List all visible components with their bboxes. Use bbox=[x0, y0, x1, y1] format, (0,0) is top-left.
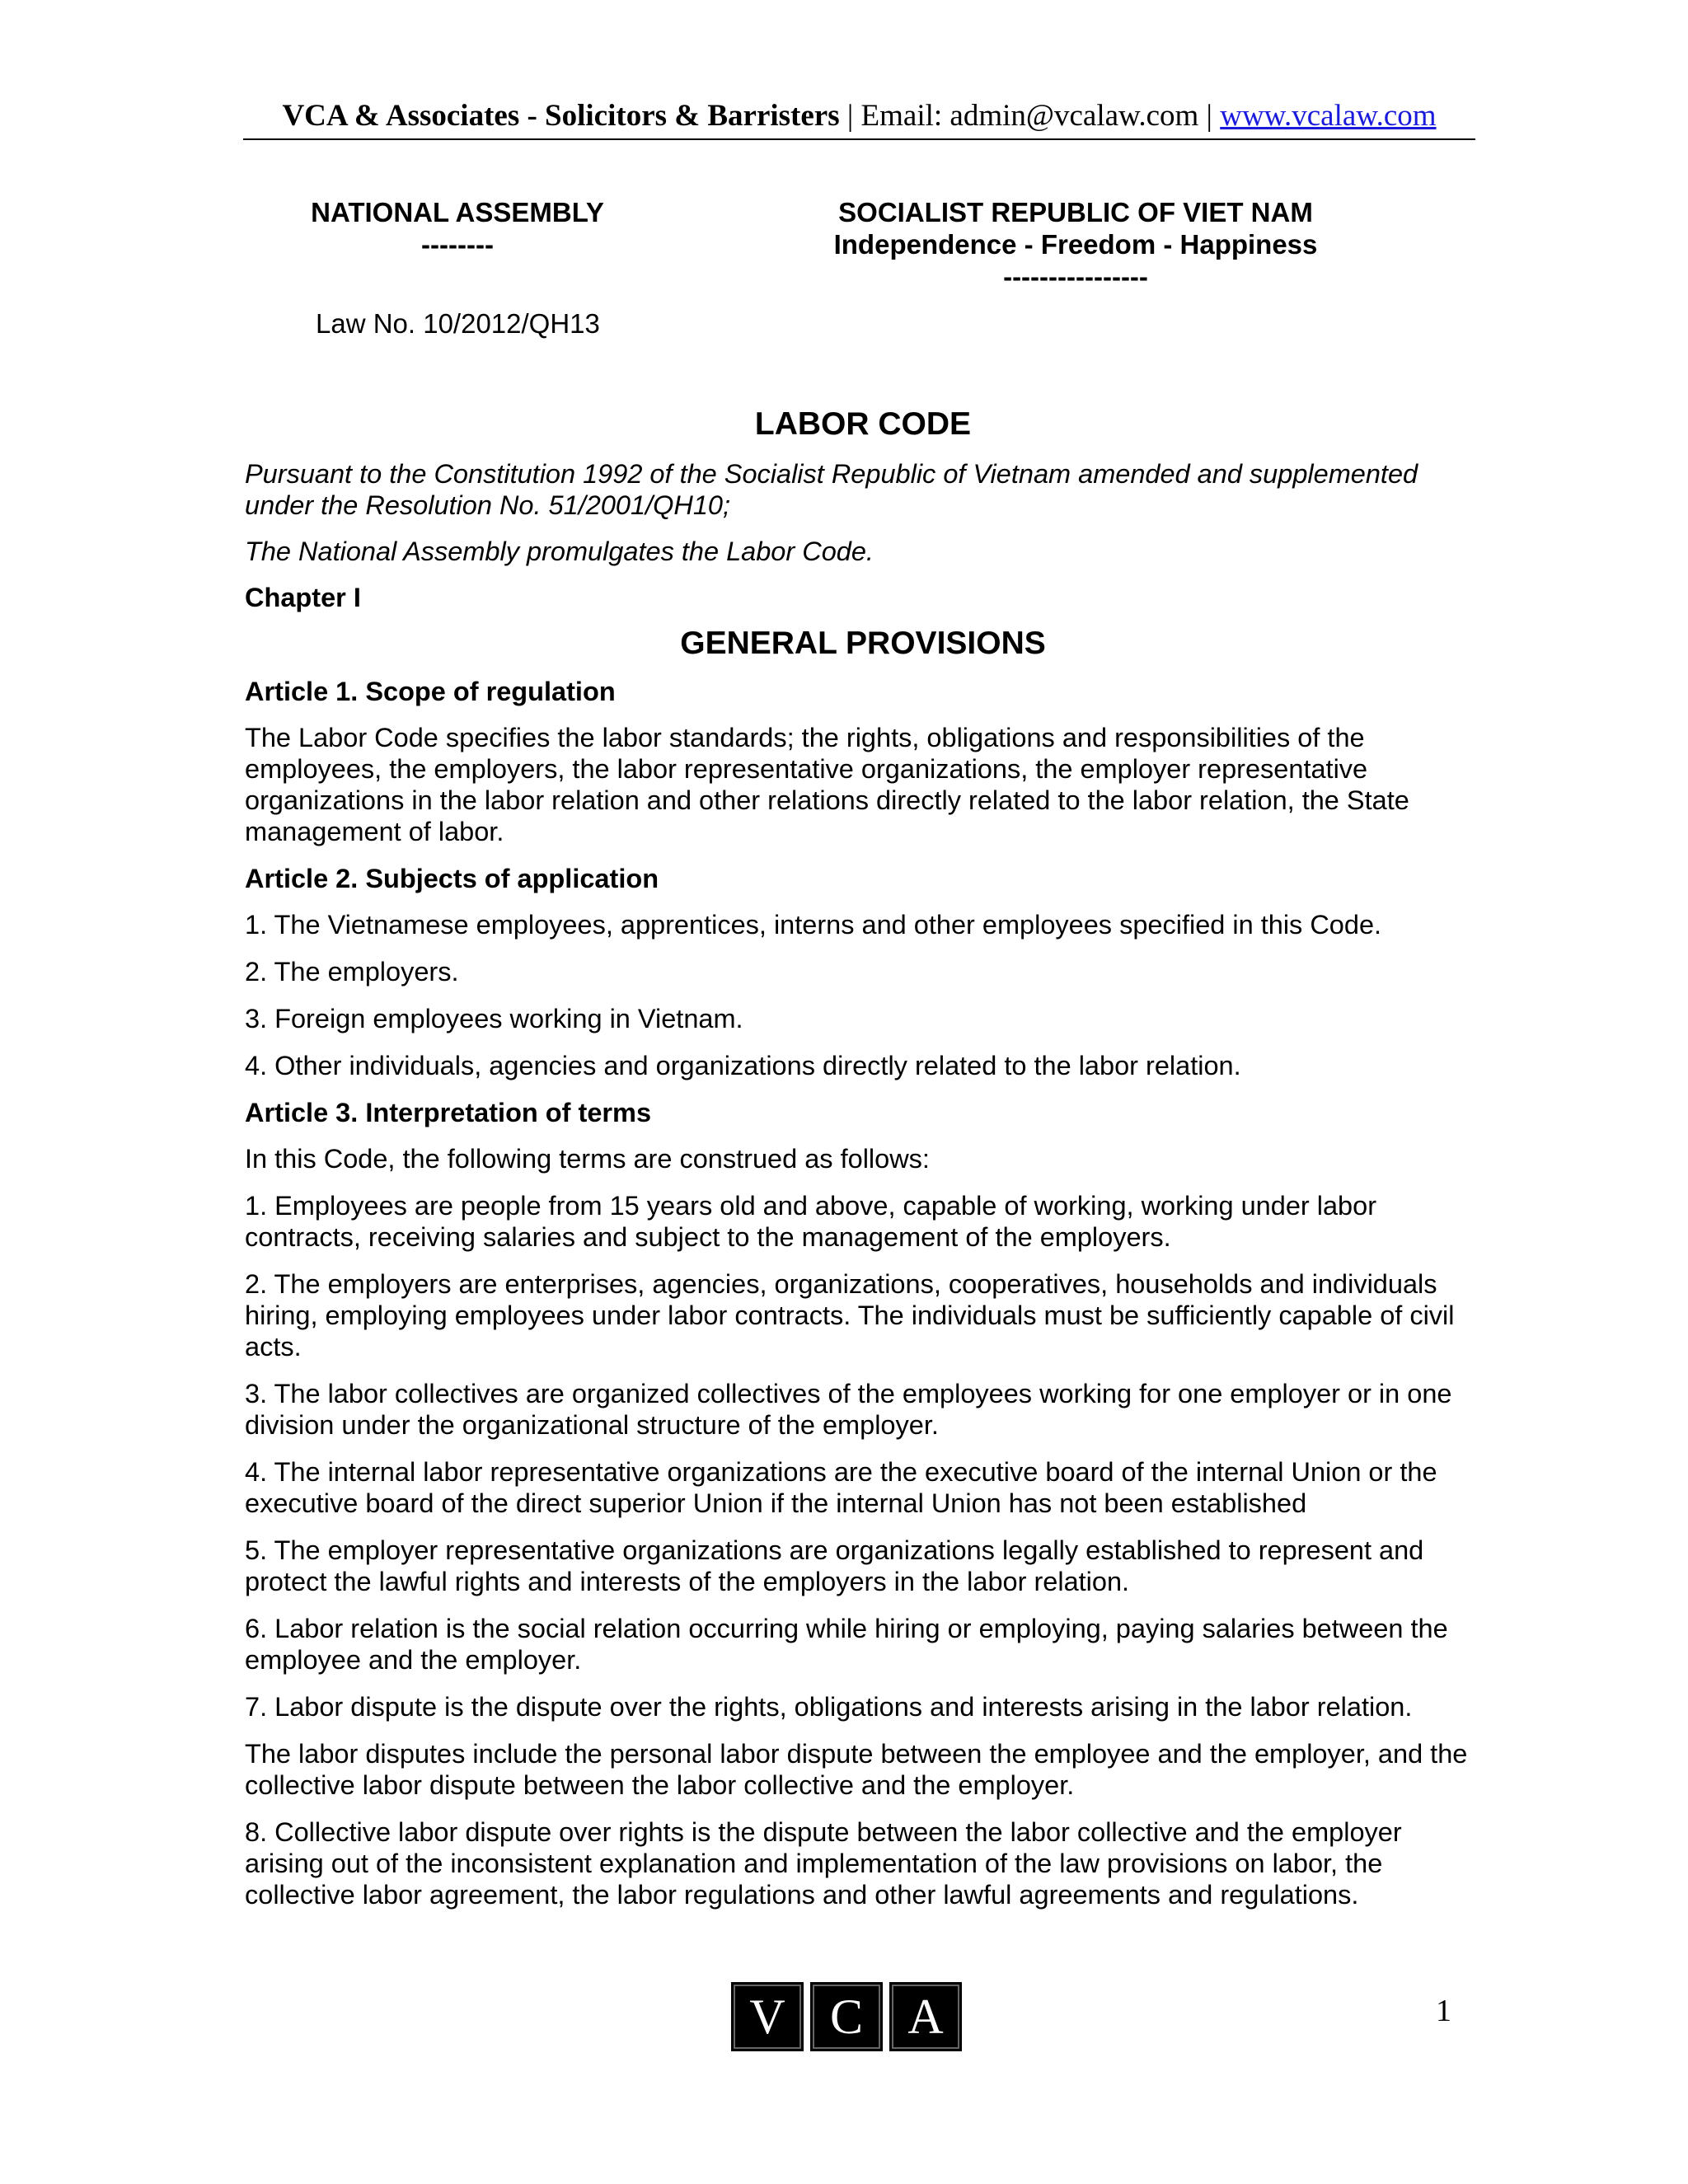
letterhead bbox=[243, 97, 1475, 140]
national-motto: Independence - Freedom - Happiness bbox=[833, 229, 1318, 260]
preamble-paragraph: The National Assembly promulgates the Labor Code. bbox=[245, 537, 874, 566]
article-heading: Article 2. Subjects of application bbox=[245, 864, 659, 893]
chapter-label: Chapter I bbox=[245, 583, 361, 612]
list-item: The labor disputes include the personal labor dispute between the employee and the employer, and the collective labor dispute between the labor collective and the employer. bbox=[245, 1739, 1468, 1800]
header-divider: ---------------- bbox=[1003, 261, 1148, 292]
logo-letter: V bbox=[731, 1982, 804, 2051]
header-divider: -------- bbox=[421, 229, 494, 260]
list-item: 4. Other individuals, agencies and organizations directly related to the labor relation. bbox=[245, 1051, 1241, 1080]
national-title-block bbox=[804, 196, 1348, 293]
list-item: 1. Employees are people from 15 years old and above, capable of working, working under labor contracts, receiving salaries and subject to the management of the employers. bbox=[245, 1191, 1377, 1252]
firm-email: Email: admin@vcalaw.com bbox=[860, 99, 1199, 133]
article-heading: Article 3. Interpretation of terms bbox=[245, 1098, 652, 1127]
vca-logo bbox=[731, 1982, 977, 2051]
list-item: 2. The employers. bbox=[245, 957, 459, 987]
preamble-paragraph: Pursuant to the Constitution 1992 of the Socialist Republic of Vietnam amended and supplemented under the Resolution No. 51/2001/QH10; bbox=[245, 459, 1418, 520]
list-item: 3. The labor collectives are organized collectives of the employees working for one employer or in one division under the organizational structure of the employer. bbox=[245, 1379, 1452, 1440]
logo-letter: A bbox=[889, 1982, 962, 2051]
list-item: 8. Collective labor dispute over rights is the dispute between the labor collective and the employer arising out of the inconsistent explanation and implementation of the law provisions on labor, the collective labor agreement, the labor regulations and other lawful agreements and regulations. bbox=[245, 1817, 1402, 1910]
list-item: 1. The Vietnamese employees, apprentices, interns and other employees specified in this Code. bbox=[245, 910, 1382, 940]
country-name: SOCIALIST REPUBLIC OF VIET NAM bbox=[838, 197, 1313, 227]
document-title: LABOR CODE bbox=[754, 406, 972, 442]
issuing-authority-block bbox=[284, 196, 631, 260]
logo-letter: C bbox=[810, 1982, 883, 2051]
article-heading: Article 1. Scope of regulation bbox=[245, 677, 616, 706]
letterhead-separator: | bbox=[1198, 99, 1221, 133]
website-link[interactable]: www.vcalaw.com bbox=[1220, 99, 1437, 133]
list-item: 5. The employer representative organizations are organizations legally established to represent and protect the lawful rights and interests of the employers in the labor relation. bbox=[245, 1535, 1424, 1596]
list-item: 2. The employers are enterprises, agencies, organizations, cooperatives, households and individuals hiring, employing employees under labor contracts. The individuals must be sufficiently capable of civil acts. bbox=[245, 1269, 1455, 1361]
list-item: 7. Labor dispute is the dispute over the rights, obligations and interests arising in the labor relation. bbox=[245, 1692, 1413, 1722]
article-intro: In this Code, the following terms are construed as follows: bbox=[245, 1144, 930, 1174]
list-item: 4. The internal labor representative organizations are the executive board of the internal Union or the executive board of the direct superior Union if the internal Union has not been established bbox=[245, 1457, 1437, 1518]
letterhead-separator: | bbox=[839, 99, 861, 133]
list-item: 6. Labor relation is the social relation occurring while hiring or employing, paying salaries between the employee and the employer. bbox=[245, 1614, 1448, 1675]
law-number: Law No. 10/2012/QH13 bbox=[316, 308, 600, 339]
chapter-title: GENERAL PROVISIONS bbox=[680, 626, 1046, 661]
page-number: 1 bbox=[1436, 1994, 1451, 2028]
list-item: 3. Foreign employees working in Vietnam. bbox=[245, 1004, 743, 1033]
article-paragraph: The Labor Code specifies the labor standards; the rights, obligations and responsibilities of the employees, the employers, the labor representative organizations, the employer representative organizations in the labor relation and other relations directly related to the labor relation, the State management of labor. bbox=[245, 723, 1409, 846]
firm-name: VCA & Associates - Solicitors & Barristers bbox=[282, 99, 840, 133]
issuing-authority: NATIONAL ASSEMBLY bbox=[311, 197, 604, 227]
document-body bbox=[245, 405, 1481, 1926]
